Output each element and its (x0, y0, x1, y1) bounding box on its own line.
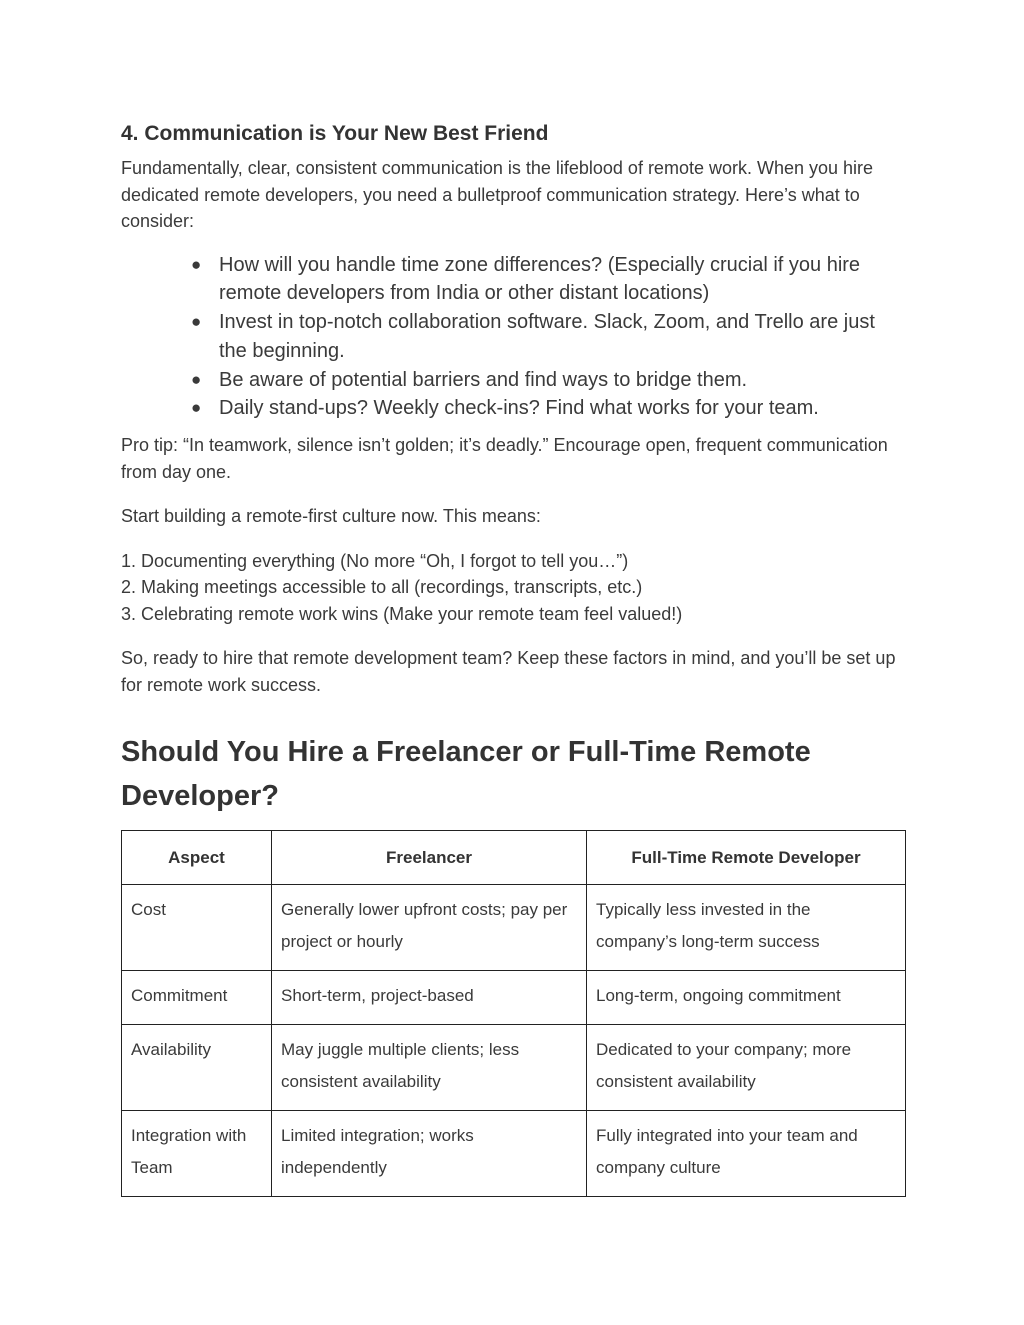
bullet-icon: ● (191, 398, 202, 418)
table-cell: Generally lower upfront costs; pay per project or hourly (272, 885, 587, 971)
pro-tip-paragraph: Pro tip: “In teamwork, silence isn’t golden; it’s deadly.” Encourage open, frequent communication from day one. (121, 435, 888, 482)
bullet-list (121, 251, 905, 424)
bullet-icon: ● (191, 369, 202, 389)
table-cell: Long-term, ongoing commitment (587, 971, 906, 1025)
numbered-list (121, 548, 905, 628)
table-cell: Typically less invested in the company’s long-term success (587, 885, 906, 971)
table-row (122, 1025, 906, 1111)
section-heading: 4. Communication is Your New Best Friend (121, 122, 549, 145)
comparison-heading: Should You Hire a Freelancer or Full-Time Remote Developer? (121, 736, 811, 813)
column-header: Freelancer (272, 831, 587, 885)
table-cell: Fully integrated into your team and company culture (587, 1111, 906, 1197)
table-cell: Commitment (122, 971, 272, 1025)
bullet-icon: ● (191, 254, 202, 274)
list-item: ● How will you handle time zone differences? (Especially crucial if you hire remote developers from India or other distant locations) (189, 251, 905, 309)
table-row (122, 971, 906, 1025)
bullet-icon: ● (191, 312, 202, 332)
column-header: Aspect (122, 831, 272, 885)
list-item: ● Daily stand-ups? Weekly check-ins? Find what works for your team. (189, 394, 905, 423)
intro-paragraph: Fundamentally, clear, consistent communication is the lifeblood of remote work. When you hire dedicated remote developers, you need a bulletproof communication strategy. Here’s what to consider: (121, 158, 874, 231)
table-cell: Availability (122, 1025, 272, 1111)
table-cell: Dedicated to your company; more consistent availability (587, 1025, 906, 1111)
table-header-row (122, 831, 906, 885)
list-item: 1. Documenting everything (No more “Oh, I forgot to tell you…”) (121, 550, 629, 571)
document-page (121, 118, 905, 1197)
table-cell: Cost (122, 885, 272, 971)
column-header: Full-Time Remote Developer (587, 831, 906, 885)
table-row (122, 1111, 906, 1197)
table-cell: Short-term, project-based (272, 971, 587, 1025)
list-item: ● Invest in top-notch collaboration software. Slack, Zoom, and Trello are just the beginning. (189, 308, 905, 366)
table-row (122, 885, 906, 971)
list-item: ● Be aware of potential barriers and find ways to bridge them. (189, 366, 905, 395)
table-cell: May juggle multiple clients; less consistent availability (272, 1025, 587, 1111)
list-item: 3. Celebrating remote work wins (Make your remote team feel valued!) (121, 603, 683, 624)
comparison-table (121, 830, 906, 1197)
remote-first-paragraph: Start building a remote-first culture now. This means: (121, 506, 541, 527)
table-cell: Limited integration; works independently (272, 1111, 587, 1197)
list-item: 2. Making meetings accessible to all (recordings, transcripts, etc.) (121, 577, 643, 598)
closing-paragraph: So, ready to hire that remote development team? Keep these factors in mind, and you’ll be set up for remote work success. (121, 648, 896, 695)
table-cell: Integration with Team (122, 1111, 272, 1197)
